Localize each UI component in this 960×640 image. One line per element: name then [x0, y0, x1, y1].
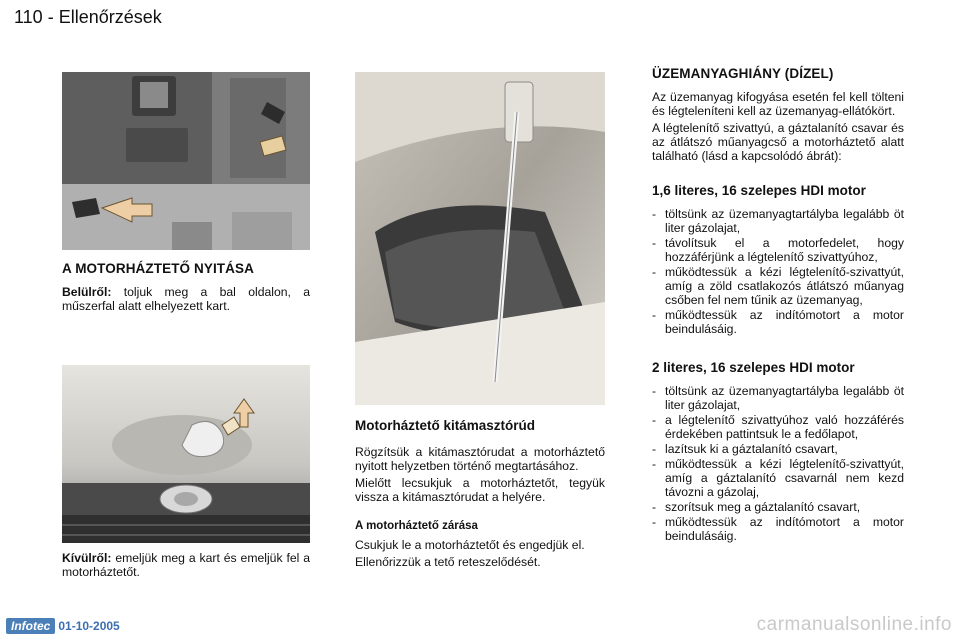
fuel-shortage-heading: ÜZEMANYAGHIÁNY (DÍZEL): [652, 66, 834, 81]
infotec-logo: Infotec: [6, 618, 55, 634]
hood-closing-text-1: Csukjuk le a motorháztetőt és engedjük el.: [355, 538, 585, 552]
engine-2-0-heading: 2 literes, 16 szelepes HDI motor: [652, 360, 855, 375]
fuel-shortage-text-1: Az üzemanyag kifogyása esetén fel kell tölteni és légteleníteni kell az üzemanyag-ellátókört.: [652, 90, 904, 118]
outside-text: emeljük meg a kart és emeljük fel a motorháztetőt.: [62, 551, 310, 579]
support-strut-text-2: Mielőtt lecsukjuk a motorháztetőt, tegyük vissza a kitámasztórudat a helyére.: [355, 476, 605, 504]
engine-1-6-heading: 1,6 literes, 16 szelepes HDI motor: [652, 183, 866, 198]
hood-closing-heading: A motorháztető zárása: [355, 520, 478, 532]
engine-1-6-steps: [652, 207, 904, 336]
page-header: [14, 7, 162, 28]
list-item: - működtessük a kézi légtelenítő-szivattyút, amíg a gáztalanító csavarnál nem kezd távozni a gázolaj,: [652, 457, 904, 499]
support-strut-heading: Motorháztető kitámasztórúd: [355, 418, 536, 433]
left-column-bottom: [62, 551, 310, 579]
list-item: - töltsünk az üzemanyagtartályba legalább öt liter gázolajat,: [652, 207, 904, 235]
support-strut-text-1: Rögzítsük a kitámasztórudat a motorháztető nyitott helyzetben történő megtartásához.: [355, 445, 605, 473]
hood-closing-text-2: Ellenőrizzük a tető reteszelődését.: [355, 555, 541, 569]
list-item: - távolítsuk el a motorfedelet, hogy hozzáférjünk a légtelenítő szivattyúhoz,: [652, 236, 904, 264]
engine-2-0-steps: [652, 384, 904, 543]
publication-date: 01-10-2005: [58, 619, 120, 633]
inside-text: toljuk meg a bal oldalon, a műszerfal alatt elhelyezett kart.: [62, 285, 310, 313]
inside-label: Belülről:: [62, 285, 112, 299]
header-separator: -: [47, 7, 54, 27]
exterior-latch-photo: [62, 365, 310, 543]
list-item: - működtessük az indítómotort a motor beindulásáig.: [652, 308, 904, 336]
right-column: [652, 67, 904, 544]
fuel-shortage-text-2: A légtelenítő szivattyú, a gáztalanító csavar és az átlátszó műanyagcső a motorháztető alatt található (lásd a kapcsolódó ábrát):: [652, 121, 904, 163]
page-number: 110: [14, 7, 43, 27]
hood-opening-heading: A MOTORHÁZTETŐ NYITÁSA: [62, 261, 254, 276]
list-item: - a légtelenítő szivattyúhoz való hozzáférés érdekében pattintsuk le a fedőlapot,: [652, 413, 904, 441]
list-item: - szorítsuk meg a gáztalanító csavart,: [652, 500, 904, 514]
page-footer: [6, 618, 120, 634]
outside-label: Kívülről:: [62, 551, 112, 565]
inside-instruction: [62, 285, 310, 313]
middle-column: [355, 418, 605, 569]
page-title: Ellenőrzések: [58, 7, 162, 27]
left-column: [62, 262, 310, 313]
interior-lever-photo: [62, 72, 310, 250]
outside-instruction: [62, 551, 310, 579]
watermark: carmanualsonline.info: [756, 614, 952, 635]
list-item: - működtessük az indítómotort a motor beindulásáig.: [652, 515, 904, 543]
list-item: - lazítsuk ki a gáztalanító csavart,: [652, 442, 904, 456]
list-item: - töltsünk az üzemanyagtartályba legalább öt liter gázolajat,: [652, 384, 904, 412]
support-strut-photo: [355, 72, 605, 405]
list-item: - működtessük a kézi légtelenítő-szivattyút, amíg a zöld csatlakozós átlátszó műanyag csőben fel nem tűnik az üzemanyag,: [652, 265, 904, 307]
